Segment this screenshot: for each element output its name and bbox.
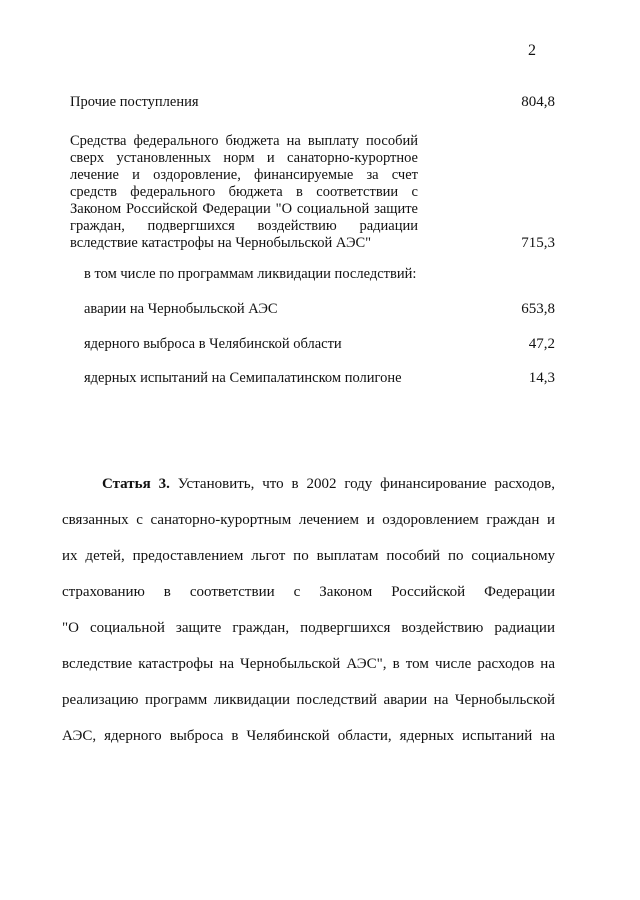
article-line: реализацию программ ликвидации последствий аварии на Чернобыльской [62,692,555,708]
article-3 [62,466,555,754]
row-label: в том числе по программам ликвидации последствий: [84,266,417,282]
row-value: 14,3 [528,370,555,386]
article-heading: Статья 3. [102,476,170,492]
page-number: 2 [528,42,536,59]
budget-row-other-revenue [70,94,555,111]
article-line: АЭС, ядерного выброса в Челябинской области, ядерных испытаний на [62,728,555,744]
article-line: их детей, предоставлением льгот по выплатам пособий по социальному [62,548,555,564]
budget-row-semipalatinsk [70,370,555,387]
article-line: страхованию в соответствии с Законом Российской Федерации [62,584,555,600]
row-label: аварии на Чернобыльской АЭС [84,301,278,317]
row-value: 715,3 [521,235,555,251]
row-label: Прочие поступления [70,94,199,110]
row-value: 47,2 [528,336,555,352]
budget-row-federal-funds [70,133,555,252]
row-label: ядерных испытаний на Семипалатинском полигоне [84,370,402,386]
row-value: 804,8 [521,94,555,110]
budget-row-including [70,266,555,283]
article-line: вследствие катастрофы на Чернобыльской АЭС", в том числе расходов на [62,656,555,672]
budget-row-chernobyl [70,301,555,318]
budget-row-chelyabinsk [70,336,555,353]
article-line: "О социальной защите граждан, подвергшихся воздействию радиации [62,620,555,636]
row-value: 653,8 [521,301,555,317]
article-line: связанных с санаторно-курортным лечением и оздоровлением граждан и [62,512,555,528]
row-label: ядерного выброса в Челябинской области [84,336,342,352]
article-line: Статья 3. Установить, что в 2002 году финансирование расходов, [102,476,555,492]
budget-table [70,94,555,387]
row-label: Средства федерального бюджета на выплату пособий сверх установленных норм и санаторно-курортное лечение и оздоровление, финансируемые за счет средств федерального бюджета в соответствии с Законом Российской Федерации "О социальной защите граждан, подвергшихся воздействию радиации вследствие катастрофы на Чернобыльской АЭС" [70,133,418,251]
